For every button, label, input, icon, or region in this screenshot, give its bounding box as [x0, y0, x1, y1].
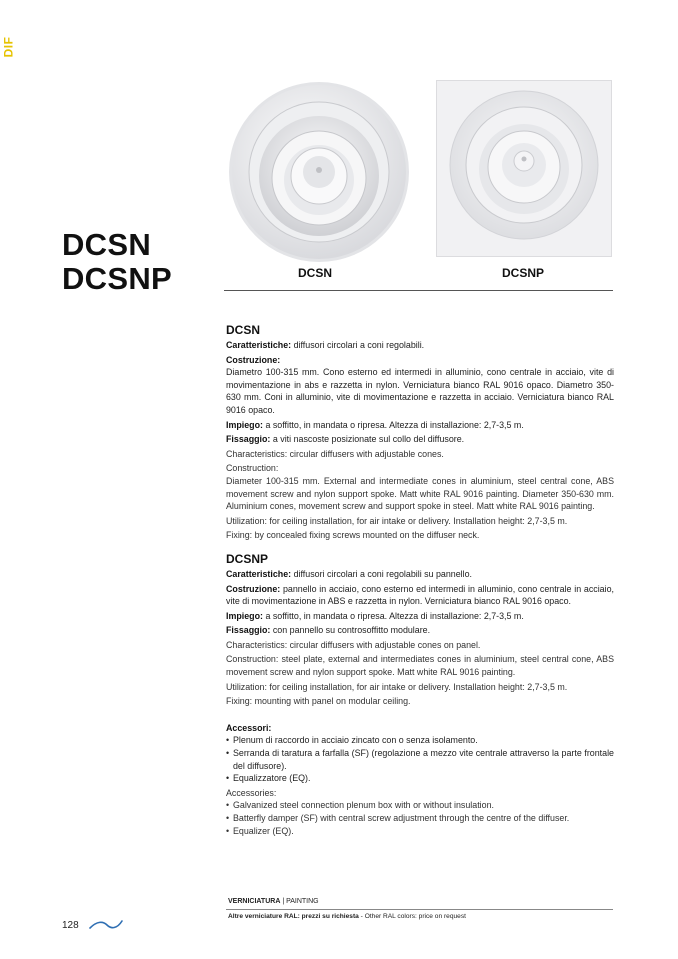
dcsnp-costruzione: Costruzione: pannello in acciaio, cono esterno ed intermedi in alluminio, cono centrale in acciaio, vite di movimentazione in ABS e razzetta in nylon. Verniciatura bianco RAL 9016 opaco. [226, 583, 614, 607]
list-item: • Serranda di taratura a farfalla (SF) (regolazione a mezzo vite centrale attraverso la parte frontale del diffusore). [226, 747, 614, 772]
dcsn-characteristics: Characteristics: circular diffusers with adjustable cones. [226, 448, 444, 459]
dcsn-caratteristiche: Caratteristiche: diffusori circolari a coni regolabili. [226, 340, 425, 350]
product-description [226, 323, 614, 839]
section-divider [224, 290, 613, 291]
dcsnp-fixing: Fixing: mounting with panel on modular ceiling. [226, 696, 411, 707]
dcsnp-characteristics: Characteristics: circular diffusers with adjustable cones on panel. [226, 639, 481, 650]
painting-note: Altre verniciature RAL: prezzi su richiesta - Other RAL colors: price on request [228, 913, 466, 920]
accessories-label: Accessories: [226, 787, 277, 798]
list-item: • Plenum di raccordo in acciaio zincato con o senza isolamento. [226, 734, 614, 747]
dcsnp-caratteristiche: Caratteristiche: diffusori circolari a coni regolabili su pannello. [226, 568, 472, 579]
accessories-section [226, 787, 614, 837]
image-caption-dcsnp: DCSNP [502, 266, 545, 280]
dcsn-utilization: Utilization: for ceiling installation, for air intake or delivery. Installation height: 2,7-3,5 m. [226, 515, 568, 526]
accessories-list [226, 799, 614, 837]
dcsnp-fissaggio: Fissaggio: con pannello su controsoffitto modulare. [226, 625, 431, 636]
list-item: • Batterfly damper (SF) with central screw adjustment through the centre of the diffuser. [226, 812, 614, 825]
dcsn-heading: DCSN [226, 323, 261, 337]
dcsn-impiego: Impiego: a soffitto, in mandata o ripresa. Altezza di installazione: 2,7-3,5 m. [226, 419, 524, 430]
page-number: 128 [62, 920, 79, 931]
dcsn-fissaggio: Fissaggio: a viti nascoste posizionate sul collo del diffusore. [226, 434, 465, 445]
painting-heading: VERNICIATURA | PAINTING [228, 898, 319, 905]
list-item: • Equalizer (EQ). [226, 825, 614, 838]
accessori-label: Accessori: [226, 722, 272, 733]
product-image-dcsnp [436, 80, 612, 257]
accessori-section [226, 722, 614, 785]
panel-diffuser-illustration [437, 81, 611, 256]
section-tab-label: DIF [1, 36, 16, 58]
dcsnp-impiego: Impiego: a soffitto, in mandata o ripresa. Altezza di installazione: 2,7-3,5 m. [226, 610, 524, 621]
list-item: • Galvanized steel connection plenum box with or without insulation. [226, 799, 614, 812]
title-line-2: DCSNP [62, 261, 173, 296]
footer-divider [226, 909, 613, 910]
accessori-list [226, 734, 614, 784]
dcsn-fixing: Fixing: by concealed fixing screws mounted on the diffuser neck. [226, 530, 480, 541]
dcsnp-utilization: Utilization: for ceiling installation, for air intake or delivery. Installation height: 2,7-3,5 m. [226, 681, 568, 692]
image-caption-dcsn: DCSN [298, 266, 333, 280]
page-title [62, 228, 172, 296]
dcsn-construction: Construction: Diameter 100-315 mm. External and intermediate cones in aluminium, steel central cone, ABS movement screw and nylon support spoke. Matt white RAL 9016 painting. Diameter 350-630 mm. Aluminium cones, movement screw and support spoke in steel. Matt white RAL 9016 painting. [226, 463, 614, 512]
section-tab [1, 34, 20, 62]
dcsnp-heading: DCSNP [226, 551, 269, 566]
title-line-1: DCSN [62, 227, 152, 262]
brand-wave-icon [89, 918, 123, 936]
dcsnp-construction: Construction: steel plate, external and intermediates cones in aluminium, steel central cone, ABS movement screw and nylon support spoke. Matt white RAL 9016 painting. [226, 654, 614, 678]
product-image-dcsn [224, 80, 414, 265]
round-diffuser-illustration [224, 80, 414, 265]
list-item: • Equalizzatore (EQ). [226, 772, 614, 785]
dcsn-costruzione: Costruzione: Diametro 100-315 mm. Cono esterno ed intermedi in alluminio, cono centrale in acciaio, vite di movimentazione in abs e razzetta in nylon. Verniciatura bianco RAL 9016 opaco. Diametro 350-630 mm. Coni in alluminio, vite di movimentazione e razzetta in acciaio. Verniciatura bianco RAL 9016 opaco. [226, 354, 614, 415]
